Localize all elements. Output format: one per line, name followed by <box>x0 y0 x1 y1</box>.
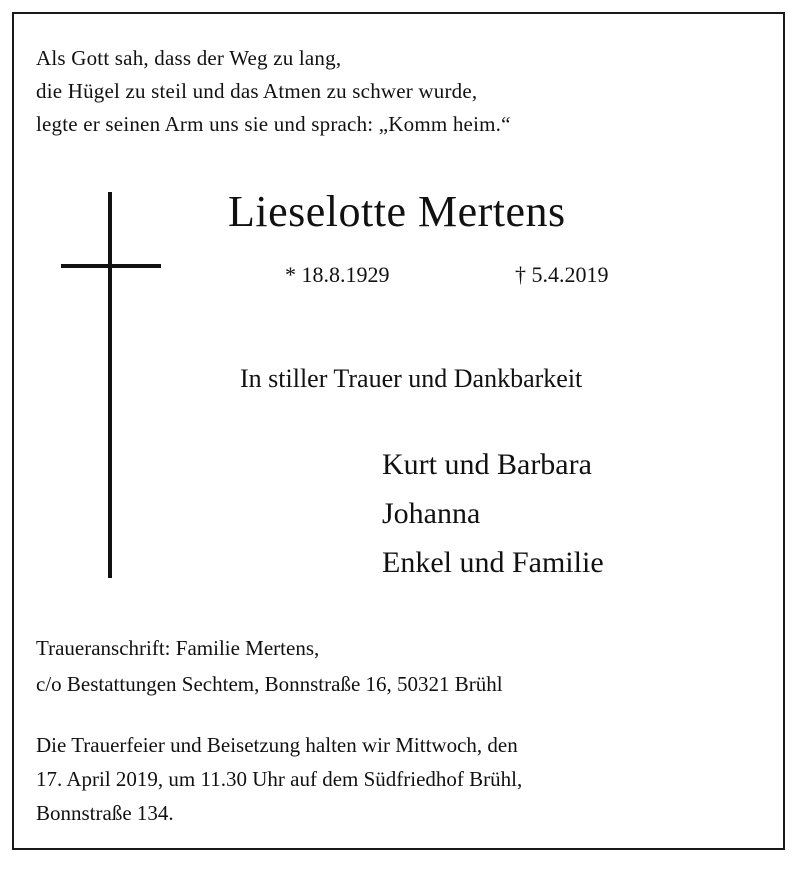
mourners-list <box>382 440 604 587</box>
death-date: † 5.4.2019 <box>515 262 609 287</box>
cross-icon <box>108 192 112 578</box>
ceremony-notice <box>36 728 522 830</box>
ceremony-line: 17. April 2019, um 11.30 Uhr auf dem Südfriedhof Brühl, <box>36 767 523 791</box>
deceased-name: Lieselotte Mertens <box>228 187 566 236</box>
ceremony-line: Die Trauerfeier und Beisetzung halten wir Mittwoch, den <box>36 733 518 757</box>
ceremony-line: Bonnstraße 134. <box>36 801 174 825</box>
mourner: Johanna <box>382 497 481 530</box>
poem <box>36 42 511 141</box>
poem-line: legte er seinen Arm uns sie und sprach: „Komm heim.“ <box>36 112 511 136</box>
poem-line: Als Gott sah, dass der Weg zu lang, <box>36 46 342 70</box>
mourning-address <box>36 630 503 702</box>
mourner: Enkel und Familie <box>382 546 604 579</box>
address-line: c/o Bestattungen Sechtem, Bonnstraße 16, 50321 Brühl <box>36 672 503 696</box>
address-line: Traueranschrift: Familie Mertens, <box>36 636 320 660</box>
cross-icon-beam <box>61 264 161 268</box>
mourner: Kurt und Barbara <box>382 448 592 481</box>
birth-date: * 18.8.1929 <box>285 262 390 287</box>
sorrow-line: In stiller Trauer und Dankbarkeit <box>240 364 583 393</box>
poem-line: die Hügel zu steil und das Atmen zu schwer wurde, <box>36 79 478 103</box>
